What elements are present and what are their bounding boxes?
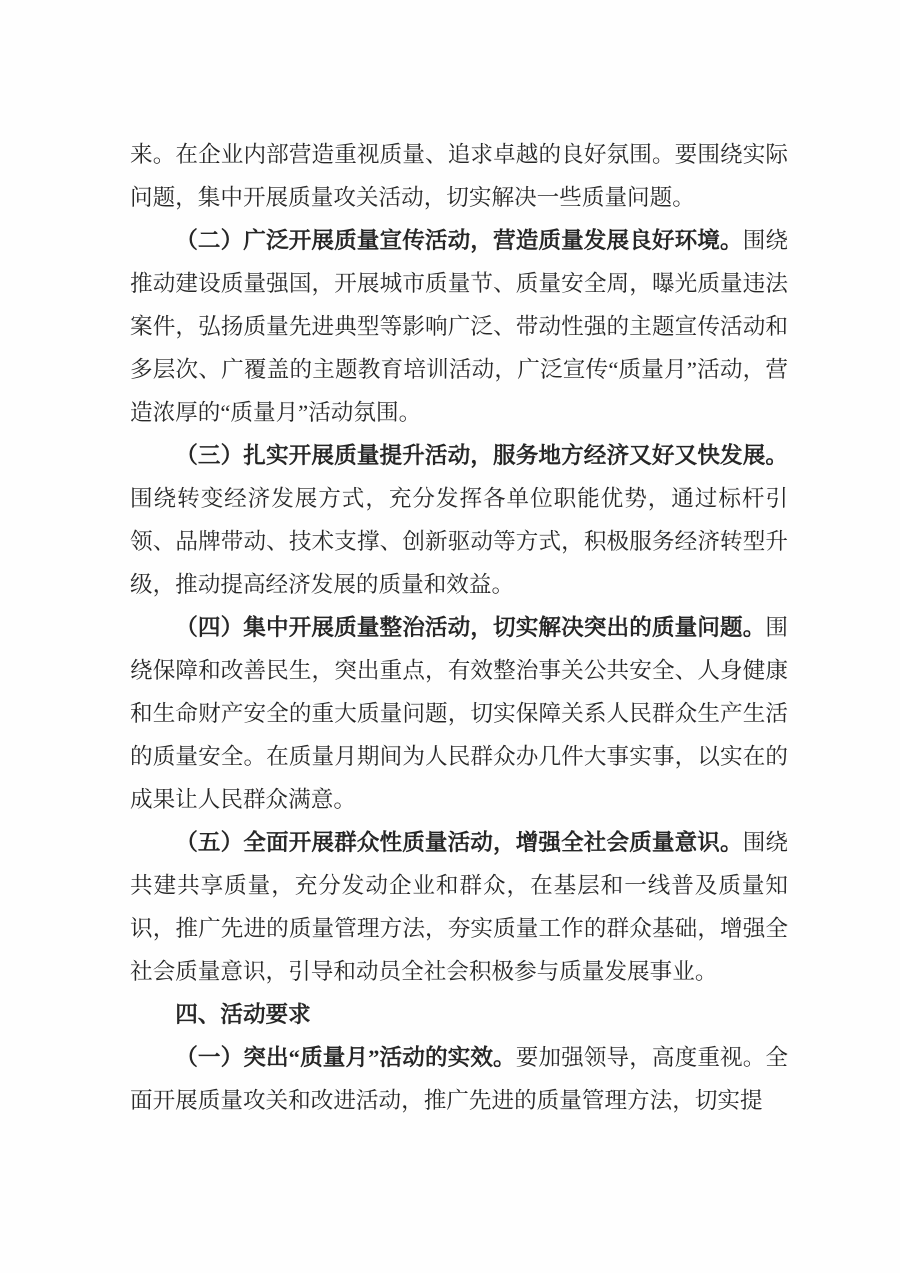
paragraph <box>130 1036 788 1122</box>
text-run: 围绕保障和改善民生，突出重点，有效整治事关公共安全、人身健康和生命财产安全的重大质量问题，切实保障关系人民群众生产生活的质量安全。在质量月期间为人民群众办几件大事实事，以实在的成果让人民群众满意。 <box>130 615 788 812</box>
text-run-bold: （四）集中开展质量整治活动，切实解决突出的质量问题。 <box>175 615 766 640</box>
text-run: 围绕转变经济发展方式，充分发挥各单位职能优势，通过标杆引领、品牌带动、技术支撑、创新驱动等方式，积极服务经济转型升级，推动提高经济发展的质量和效益。 <box>130 486 788 597</box>
text-run: 要加强领导，高度重视。全面开展质量攻关和改进活动，推广先进的质量管理方法，切实提 <box>130 1045 789 1113</box>
text-run-bold: （一）突出“质量月”活动的实效。 <box>175 1045 516 1070</box>
text-run: 来。在企业内部营造重视质量、追求卓越的良好氛围。要围绕实际问题，集中开展质量攻关活动，切实解决一些质量问题。 <box>130 142 788 210</box>
paragraph <box>130 133 788 219</box>
text-run: 围绕推动建设质量强国，开展城市质量节、质量安全周，曝光质量违法案件，弘扬质量先进典型等影响广泛、带动性强的主题宣传活动和多层次、广覆盖的主题教育培训活动，广泛宣传“质量月”活动，营造浓厚的“质量月”活动氛围。 <box>130 228 789 425</box>
section-heading <box>130 993 788 1036</box>
text-run: 围绕共建共享质量，充分发动企业和群众，在基层和一线普及质量知识，推广先进的质量管理方法，夯实质量工作的群众基础，增强全社会质量意识，引导和动员全社会积极参与质量发展事业。 <box>130 830 789 984</box>
paragraph <box>130 219 788 434</box>
text-run-bold: （五）全面开展群众性质量活动，增强全社会质量意识。 <box>175 830 743 855</box>
text-run-bold: （二）广泛开展质量宣传活动，营造质量发展良好环境。 <box>175 228 743 253</box>
text-run-bold: （三）扎实开展质量提升活动，服务地方经济又好又快发展。 <box>175 443 788 468</box>
paragraph <box>130 606 788 821</box>
text-run-bold: 四、活动要求 <box>175 1002 311 1027</box>
document-body <box>130 133 788 1122</box>
paragraph <box>130 434 788 606</box>
paragraph <box>130 821 788 993</box>
